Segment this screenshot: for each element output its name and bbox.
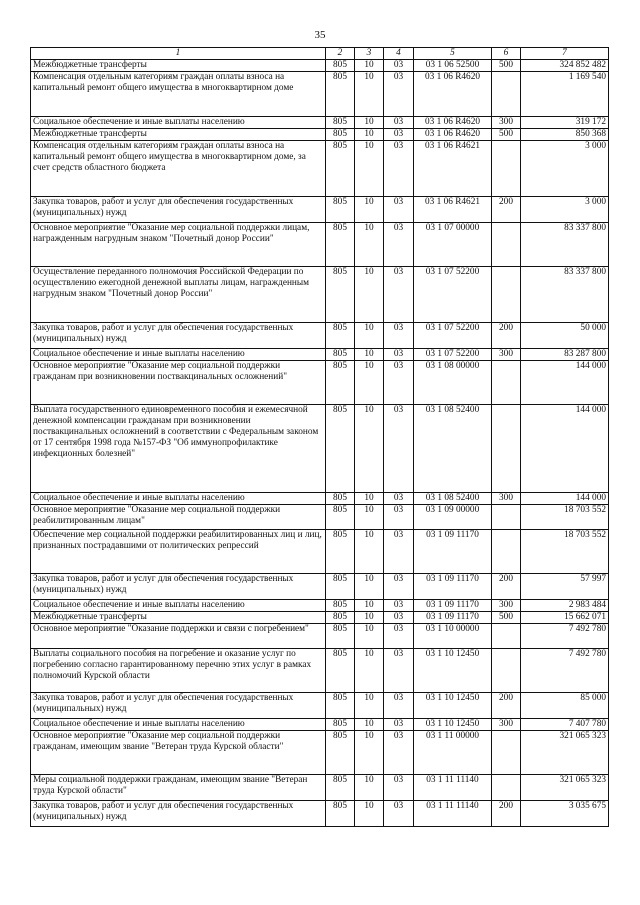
- row-expense-type: 300: [492, 719, 521, 731]
- row-expense-type: [492, 141, 521, 197]
- row-subsection: 03: [384, 505, 414, 530]
- row-subsection: 03: [384, 361, 414, 405]
- row-amount: 7 492 780: [521, 649, 609, 693]
- row-subsection: 03: [384, 612, 414, 624]
- row-ministry-code: 805: [326, 223, 355, 267]
- row-ministry-code: 805: [326, 719, 355, 731]
- table-row: [31, 600, 609, 612]
- row-amount: 144 000: [521, 405, 609, 493]
- row-amount: 50 000: [521, 323, 609, 349]
- row-subsection: 03: [384, 719, 414, 731]
- row-target-article: 03 1 09 11170: [414, 600, 492, 612]
- row-expense-type: 500: [492, 612, 521, 624]
- row-target-article: 03 1 09 11170: [414, 530, 492, 574]
- row-section: 10: [355, 223, 384, 267]
- row-expense-type: 200: [492, 693, 521, 719]
- row-expense-type: [492, 624, 521, 649]
- row-target-article: 03 1 11 00000: [414, 731, 492, 775]
- row-target-article: 03 1 08 00000: [414, 361, 492, 405]
- row-amount: 18 703 552: [521, 505, 609, 530]
- row-section: 10: [355, 612, 384, 624]
- row-subsection: 03: [384, 141, 414, 197]
- row-expense-type: [492, 530, 521, 574]
- page-number: 35: [314, 29, 326, 41]
- row-name: Социальное обеспечение и иные выплаты населению: [31, 493, 326, 505]
- table-row: [31, 719, 609, 731]
- row-section: 10: [355, 361, 384, 405]
- row-subsection: 03: [384, 323, 414, 349]
- row-amount: 15 662 071: [521, 612, 609, 624]
- table-row: [31, 624, 609, 649]
- row-target-article: 03 1 10 12450: [414, 719, 492, 731]
- row-name: Закупка товаров, работ и услуг для обеспечения государственных (муниципальных) нужд: [31, 323, 326, 349]
- row-target-article: 03 1 09 00000: [414, 505, 492, 530]
- row-target-article: 03 1 06 52500: [414, 60, 492, 72]
- table-row: [31, 649, 609, 693]
- table-row: [31, 72, 609, 117]
- table-row: [31, 60, 609, 72]
- row-amount: 144 000: [521, 493, 609, 505]
- col-header-3: 3: [355, 48, 384, 60]
- row-target-article: 03 1 07 52200: [414, 349, 492, 361]
- row-section: 10: [355, 117, 384, 129]
- row-section: 10: [355, 405, 384, 493]
- row-target-article: 03 1 06 R4620: [414, 129, 492, 141]
- row-expense-type: [492, 731, 521, 775]
- row-name: Основное мероприятие "Оказание мер социальной поддержки гражданам при возникновении поствакцинальных осложнений": [31, 361, 326, 405]
- row-ministry-code: 805: [326, 731, 355, 775]
- row-amount: 321 065 323: [521, 731, 609, 775]
- row-amount: 7 407 780: [521, 719, 609, 731]
- row-amount: 3 035 675: [521, 801, 609, 827]
- row-amount: 3 000: [521, 141, 609, 197]
- row-subsection: 03: [384, 775, 414, 801]
- row-target-article: 03 1 07 52200: [414, 323, 492, 349]
- row-amount: 83 337 800: [521, 223, 609, 267]
- row-expense-type: [492, 775, 521, 801]
- row-name: Закупка товаров, работ и услуг для обеспечения государственных (муниципальных) нужд: [31, 801, 326, 827]
- row-amount: 83 287 800: [521, 349, 609, 361]
- row-expense-type: [492, 405, 521, 493]
- table-row: [31, 801, 609, 827]
- row-expense-type: 500: [492, 60, 521, 72]
- row-amount: 319 172: [521, 117, 609, 129]
- row-name: Закупка товаров, работ и услуг для обеспечения государственных (муниципальных) нужд: [31, 574, 326, 600]
- table-row: [31, 493, 609, 505]
- row-amount: 85 000: [521, 693, 609, 719]
- row-section: 10: [355, 72, 384, 117]
- row-target-article: 03 1 06 R4620: [414, 117, 492, 129]
- row-section: 10: [355, 60, 384, 72]
- row-ministry-code: 805: [326, 801, 355, 827]
- col-header-1: 1: [31, 48, 326, 60]
- row-section: 10: [355, 649, 384, 693]
- col-header-4: 4: [384, 48, 414, 60]
- row-name: Межбюджетные трансферты: [31, 612, 326, 624]
- row-section: 10: [355, 141, 384, 197]
- row-target-article: 03 1 08 52400: [414, 493, 492, 505]
- row-section: 10: [355, 323, 384, 349]
- row-target-article: 03 1 07 52200: [414, 267, 492, 323]
- row-name: Выплаты социального пособия на погребение и оказание услуг по погребению согласно гарантированному перечню этих услуг в рамках полномочий Курской области: [31, 649, 326, 693]
- row-section: 10: [355, 600, 384, 612]
- row-expense-type: 300: [492, 600, 521, 612]
- row-target-article: 03 1 11 11140: [414, 775, 492, 801]
- row-subsection: 03: [384, 349, 414, 361]
- row-name: Основное мероприятие "Оказание мер социальной поддержки лицам, награжденным нагрудным знаком "Почетный донор России": [31, 223, 326, 267]
- row-expense-type: [492, 505, 521, 530]
- row-ministry-code: 805: [326, 574, 355, 600]
- row-target-article: 03 1 10 12450: [414, 693, 492, 719]
- row-expense-type: [492, 267, 521, 323]
- row-name: Компенсация отдельным категориям граждан оплаты взноса на капитальный ремонт общего имущества в многоквартирном доме: [31, 72, 326, 117]
- row-name: Обеспечение мер социальной поддержки реабилитированных лиц и лиц, признанных пострадавшими от политических репрессий: [31, 530, 326, 574]
- row-amount: 83 337 800: [521, 267, 609, 323]
- row-target-article: 03 1 10 00000: [414, 624, 492, 649]
- table-row: [31, 117, 609, 129]
- row-subsection: 03: [384, 731, 414, 775]
- table-row: [31, 530, 609, 574]
- row-expense-type: 300: [492, 349, 521, 361]
- row-ministry-code: 805: [326, 60, 355, 72]
- row-expense-type: 200: [492, 323, 521, 349]
- row-name: Межбюджетные трансферты: [31, 129, 326, 141]
- row-ministry-code: 805: [326, 693, 355, 719]
- table-row: [31, 129, 609, 141]
- row-ministry-code: 805: [326, 493, 355, 505]
- row-ministry-code: 805: [326, 197, 355, 223]
- row-name: Основное мероприятие "Оказание поддержки и связи с погребением": [31, 624, 326, 649]
- row-expense-type: 300: [492, 493, 521, 505]
- col-header-2: 2: [326, 48, 355, 60]
- row-expense-type: 200: [492, 801, 521, 827]
- row-subsection: 03: [384, 693, 414, 719]
- row-subsection: 03: [384, 574, 414, 600]
- row-expense-type: [492, 361, 521, 405]
- row-section: 10: [355, 267, 384, 323]
- row-section: 10: [355, 505, 384, 530]
- row-amount: 7 492 780: [521, 624, 609, 649]
- row-subsection: 03: [384, 493, 414, 505]
- row-expense-type: 300: [492, 117, 521, 129]
- row-expense-type: [492, 223, 521, 267]
- row-expense-type: 200: [492, 574, 521, 600]
- table-row: [31, 405, 609, 493]
- row-name: Меры социальной поддержки гражданам, имеющим звание "Ветеран труда Курской области": [31, 775, 326, 801]
- row-section: 10: [355, 775, 384, 801]
- row-target-article: 03 1 07 00000: [414, 223, 492, 267]
- row-ministry-code: 805: [326, 349, 355, 361]
- col-header-7: 7: [521, 48, 609, 60]
- row-subsection: 03: [384, 801, 414, 827]
- row-name: Основное мероприятие "Оказание мер социальной поддержки реабилитированным лицам": [31, 505, 326, 530]
- row-subsection: 03: [384, 530, 414, 574]
- row-amount: 57 997: [521, 574, 609, 600]
- col-header-5: 5: [414, 48, 492, 60]
- row-target-article: 03 1 09 11170: [414, 612, 492, 624]
- row-section: 10: [355, 719, 384, 731]
- row-subsection: 03: [384, 72, 414, 117]
- row-section: 10: [355, 693, 384, 719]
- row-target-article: 03 1 11 11140: [414, 801, 492, 827]
- row-name: Социальное обеспечение и иные выплаты населению: [31, 117, 326, 129]
- row-section: 10: [355, 574, 384, 600]
- row-section: 10: [355, 624, 384, 649]
- row-name: Осуществление переданного полномочия Российской Федерации по осуществлению ежегодной денежной выплаты лицам, награжденным нагрудным знаком "Почетный донор России": [31, 267, 326, 323]
- row-ministry-code: 805: [326, 405, 355, 493]
- row-name: Социальное обеспечение и иные выплаты населению: [31, 719, 326, 731]
- row-section: 10: [355, 349, 384, 361]
- table-row: [31, 323, 609, 349]
- row-amount: 324 852 482: [521, 60, 609, 72]
- row-amount: 2 983 484: [521, 600, 609, 612]
- row-target-article: 03 1 10 12450: [414, 649, 492, 693]
- row-subsection: 03: [384, 223, 414, 267]
- row-name: Закупка товаров, работ и услуг для обеспечения государственных (муниципальных) нужд: [31, 693, 326, 719]
- row-subsection: 03: [384, 60, 414, 72]
- row-amount: 321 065 323: [521, 775, 609, 801]
- row-section: 10: [355, 197, 384, 223]
- row-ministry-code: 805: [326, 361, 355, 405]
- row-target-article: 03 1 06 R4620: [414, 72, 492, 117]
- budget-table: [30, 47, 609, 827]
- row-subsection: 03: [384, 267, 414, 323]
- row-ministry-code: 805: [326, 600, 355, 612]
- table-row: [31, 361, 609, 405]
- table-row: [31, 693, 609, 719]
- table-row: [31, 731, 609, 775]
- row-amount: 3 000: [521, 197, 609, 223]
- row-subsection: 03: [384, 117, 414, 129]
- row-ministry-code: 805: [326, 129, 355, 141]
- row-target-article: 03 1 08 52400: [414, 405, 492, 493]
- row-subsection: 03: [384, 624, 414, 649]
- row-section: 10: [355, 530, 384, 574]
- col-header-6: 6: [492, 48, 521, 60]
- row-ministry-code: 805: [326, 530, 355, 574]
- table-row: [31, 505, 609, 530]
- row-ministry-code: 805: [326, 775, 355, 801]
- row-target-article: 03 1 06 R4621: [414, 141, 492, 197]
- row-ministry-code: 805: [326, 505, 355, 530]
- row-amount: 1 169 540: [521, 72, 609, 117]
- row-ministry-code: 805: [326, 141, 355, 197]
- row-section: 10: [355, 493, 384, 505]
- row-section: 10: [355, 129, 384, 141]
- row-expense-type: [492, 649, 521, 693]
- row-expense-type: 500: [492, 129, 521, 141]
- table-row: [31, 223, 609, 267]
- row-subsection: 03: [384, 649, 414, 693]
- row-name: Компенсация отдельным категориям граждан оплаты взноса на капитальный ремонт общего имущества в многоквартирном доме, за счет средств областного бюджета: [31, 141, 326, 197]
- table-row: [31, 349, 609, 361]
- row-name: Межбюджетные трансферты: [31, 60, 326, 72]
- row-ministry-code: 805: [326, 649, 355, 693]
- table-row: [31, 574, 609, 600]
- row-ministry-code: 805: [326, 267, 355, 323]
- row-name: Социальное обеспечение и иные выплаты населению: [31, 349, 326, 361]
- row-name: Основное мероприятие "Оказание мер социальной поддержки гражданам, имеющим звание "Ветеран труда Курской области": [31, 731, 326, 775]
- table-row: [31, 267, 609, 323]
- row-amount: 144 000: [521, 361, 609, 405]
- row-section: 10: [355, 731, 384, 775]
- row-subsection: 03: [384, 600, 414, 612]
- row-ministry-code: 805: [326, 72, 355, 117]
- row-target-article: 03 1 06 R4621: [414, 197, 492, 223]
- row-subsection: 03: [384, 197, 414, 223]
- row-name: Социальное обеспечение и иные выплаты населению: [31, 600, 326, 612]
- table-row: [31, 197, 609, 223]
- row-amount: 850 368: [521, 129, 609, 141]
- row-expense-type: 200: [492, 197, 521, 223]
- table-row: [31, 612, 609, 624]
- row-ministry-code: 805: [326, 612, 355, 624]
- row-ministry-code: 805: [326, 117, 355, 129]
- row-ministry-code: 805: [326, 323, 355, 349]
- row-section: 10: [355, 801, 384, 827]
- row-subsection: 03: [384, 405, 414, 493]
- row-name: Закупка товаров, работ и услуг для обеспечения государственных (муниципальных) нужд: [31, 197, 326, 223]
- row-ministry-code: 805: [326, 624, 355, 649]
- row-subsection: 03: [384, 129, 414, 141]
- row-amount: 18 703 552: [521, 530, 609, 574]
- row-expense-type: [492, 72, 521, 117]
- table-row: [31, 141, 609, 197]
- row-target-article: 03 1 09 11170: [414, 574, 492, 600]
- header-row: [31, 48, 609, 60]
- table-row: [31, 775, 609, 801]
- row-name: Выплата государственного единовременного пособия и ежемесячной денежной компенсации гражданам при возникновении поствакцинальных осложнений в соответствии с Федеральным законом от 17 сентября 1998 года №157-ФЗ "Об иммунопрофилактике инфекционных болезней": [31, 405, 326, 493]
